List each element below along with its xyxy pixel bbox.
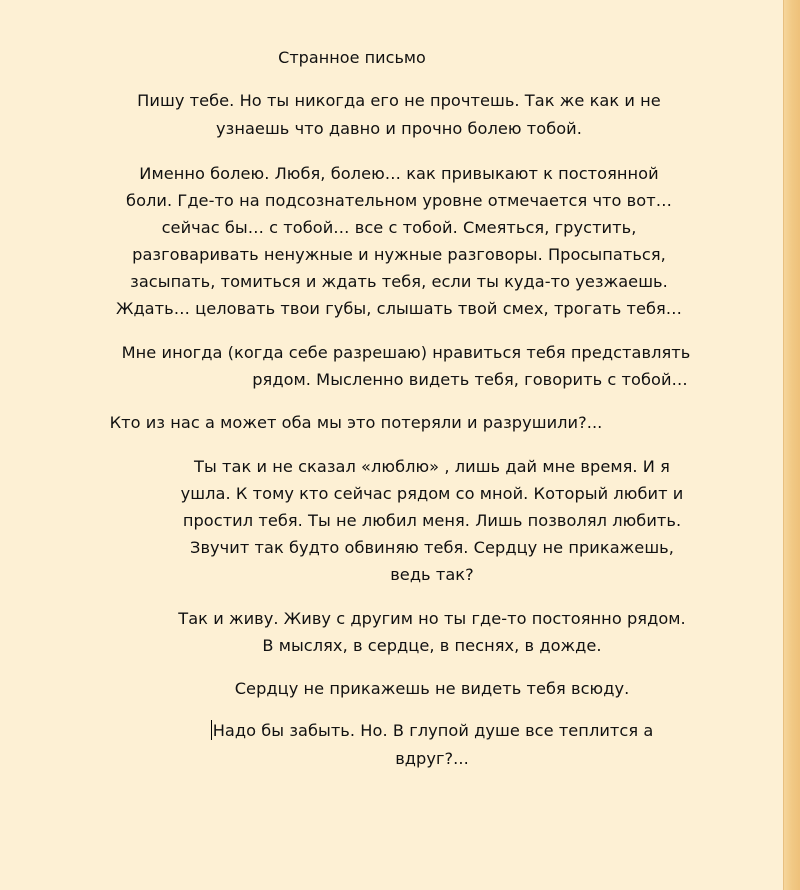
paragraph-2-line-4: разговаривать ненужные и нужные разговоры. Просыпаться, [132,245,666,264]
paragraph-7-line-1: Сердцу не прикажешь не видеть тебя всюду. [234,679,630,698]
paragraph-5-line-4: Звучит так будто обвиняю тебя. Сердцу не прикажешь, [190,538,674,557]
paragraph-8-line-1 [40,719,800,743]
paragraph-5-line-5: ведь так? [390,565,474,584]
paragraph-2-line-1: Именно болею. Любя, болею… как привыкают к постоянной [139,164,659,183]
paragraph-3-line-2: рядом. Мысленно видеть тебя, говорить с тобой… [252,370,688,389]
paragraph-6-line-1: Так и живу. Живу с другим но ты где-то постоянно рядом. [178,609,686,628]
paragraph-2-line-3: сейчас бы… с тобой… все с тобой. Смеяться, грустить, [161,218,637,237]
paragraph-2-line-5: засыпать, томиться и ждать тебя, если ты куда-то уезжаешь. [130,272,668,291]
text-cursor [211,720,212,740]
paragraph-8-line-2: вдруг?... [395,749,469,768]
paragraph-1-line-2: узнаешь что давно и прочно болею тобой. [216,119,582,138]
paragraph-5-line-2: ушла. К тому кто сейчас рядом со мной. Который любит и [180,484,684,503]
document-title: Странное письмо [278,48,426,67]
paragraph-2-line-2: боли. Где-то на подсознательном уровне отмечается что вот… [126,191,672,210]
paragraph-2-line-6: Ждать… целовать твои губы, слышать твой смех, трогать тебя… [115,299,683,318]
paragraph-6-line-2: В мыслях, в сердце, в песнях, в дожде. [262,636,602,655]
paragraph-4-line-1: Кто из нас а может оба мы это потеряли и разрушили?... [109,413,603,432]
paragraph-8-line-1-text: Надо бы забыть. Но. В глупой душе все теплится а [212,721,654,740]
paragraph-3-line-1: Мне иногда (когда себе разрешаю) нравиться тебя представлять [121,343,691,362]
page-edge [783,0,800,890]
paragraph-1-line-1: Пишу тебе. Но ты никогда его не прочтешь. Так же как и не [137,91,661,110]
paragraph-5-line-3: простил тебя. Ты не любил меня. Лишь позволял любить. [182,511,682,530]
paragraph-5-line-1: Ты так и не сказал «люблю» , лишь дай мне время. И я [194,457,670,476]
